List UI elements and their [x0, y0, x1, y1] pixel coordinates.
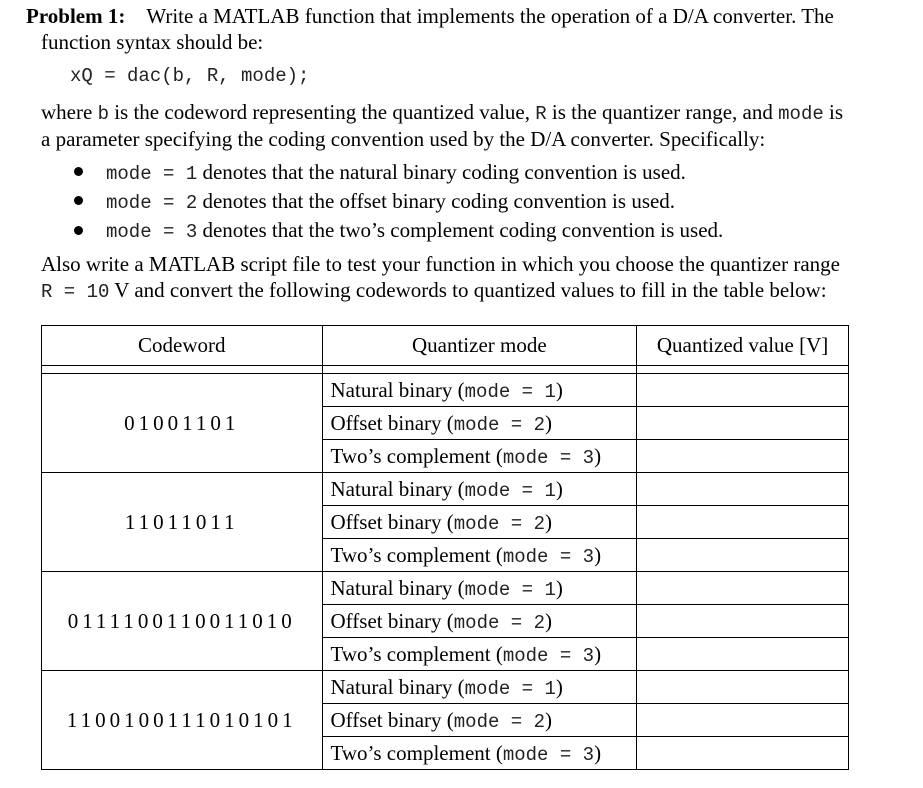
where-mode: mode: [778, 103, 824, 125]
mode-close: ): [555, 377, 563, 402]
mode-label: Natural binary (: [330, 575, 465, 600]
quantized-value-cell[interactable]: [637, 506, 849, 539]
mode-code: mode = 3: [502, 743, 595, 766]
table-row: [42, 473, 849, 506]
mode-close: ): [544, 410, 552, 435]
header-quantizer-mode: Quantizer mode: [322, 326, 637, 366]
mode-label: Two’s complement (: [330, 740, 503, 765]
mode-label: Offset binary (: [330, 707, 454, 732]
bullet-text: denotes that the natural binary coding convention is used.: [197, 160, 686, 184]
table-row: [42, 671, 849, 704]
quantized-value-cell[interactable]: [637, 737, 849, 770]
mode-code: mode = 2: [453, 512, 545, 535]
where-r: R: [535, 103, 547, 125]
bullet-dot: [74, 196, 83, 205]
bullet-code: mode = 3: [106, 221, 198, 243]
quantized-value-cell[interactable]: [637, 473, 849, 506]
mode-code: mode = 2: [453, 611, 545, 634]
mode-cell: [322, 638, 637, 671]
mode-close: ): [544, 509, 552, 534]
mode-close: ): [594, 443, 602, 468]
where-line2: a parameter specifying the coding convention used by the D/A converter. Specifically:: [41, 127, 766, 151]
mode-cell: [322, 605, 637, 638]
quantized-value-cell[interactable]: [637, 605, 849, 638]
mode-code: mode = 1: [464, 479, 556, 502]
bullet-code: mode = 1: [106, 163, 198, 185]
bullet-item-3: [106, 218, 723, 244]
where-b: b: [97, 103, 109, 125]
quantized-value-cell[interactable]: [637, 704, 849, 737]
mode-cell: [322, 539, 637, 572]
mode-cell: [322, 737, 637, 770]
quantized-value-cell[interactable]: [637, 440, 849, 473]
where-mid2: is the quantizer range, and: [546, 100, 779, 124]
mode-label: Offset binary (: [330, 509, 454, 534]
mode-label: Natural binary (: [330, 476, 465, 501]
mode-close: ): [594, 542, 602, 567]
mode-label: Two’s complement (: [330, 542, 503, 567]
mode-close: ): [544, 707, 552, 732]
mode-code: mode = 1: [464, 380, 556, 403]
where-line1: [41, 100, 843, 126]
where-post: is: [823, 100, 844, 124]
mode-cell: [322, 704, 637, 737]
bullet-text: denotes that the offset binary coding convention is used.: [197, 189, 676, 213]
mode-label: Two’s complement (: [330, 641, 503, 666]
codeword-cell: 01001101: [42, 374, 323, 473]
bullet-dot: [74, 167, 83, 176]
table-header-row: [42, 326, 849, 366]
mode-cell: [322, 506, 637, 539]
table-row: [42, 572, 849, 605]
mode-label: Offset binary (: [330, 410, 454, 435]
mode-close: ): [594, 740, 602, 765]
mode-cell: [322, 572, 637, 605]
mode-code: mode = 1: [464, 677, 556, 700]
bullet-item-1: [106, 160, 686, 186]
mode-label: Offset binary (: [330, 608, 454, 633]
also-line2: [41, 278, 827, 304]
problem-intro-text: Write a MATLAB function that implements the operation of a D/A converter. The: [146, 4, 834, 28]
mode-cell: [322, 407, 637, 440]
quantized-value-cell[interactable]: [637, 671, 849, 704]
quantized-value-cell[interactable]: [637, 374, 849, 407]
codeword-cell: 0111100110011010: [42, 572, 323, 671]
also-line1: Also write a MATLAB script file to test your function in which you choose the quantizer range: [41, 252, 840, 276]
also-text: V and convert the following codewords to quantized values to fill in the table below:: [109, 278, 827, 302]
header-quantized-value: Quantized value [V]: [637, 326, 849, 366]
problem-intro-line2: function syntax should be:: [41, 30, 264, 54]
bullet-code: mode = 2: [106, 192, 198, 214]
mode-close: ): [594, 641, 602, 666]
mode-code: mode = 3: [502, 644, 595, 667]
quantized-value-cell[interactable]: [637, 638, 849, 671]
mode-code: mode = 1: [464, 578, 556, 601]
mode-code: mode = 3: [502, 446, 595, 469]
codeword-cell: 1100100111010101: [42, 671, 323, 770]
bullet-text: denotes that the two’s complement coding convention is used.: [197, 218, 724, 242]
quantized-value-cell[interactable]: [637, 539, 849, 572]
mode-cell: [322, 374, 637, 407]
function-syntax: xQ = dac(b, R, mode);: [70, 65, 310, 87]
problem-intro-line1: [26, 4, 834, 28]
also-code: R = 10: [41, 281, 110, 303]
header-codeword: Codeword: [42, 326, 323, 366]
quantized-value-cell[interactable]: [637, 407, 849, 440]
mode-label: Natural binary (: [330, 674, 465, 699]
where-pre: where: [41, 100, 98, 124]
mode-cell: [322, 473, 637, 506]
mode-close: ): [555, 575, 563, 600]
mode-close: ): [555, 674, 563, 699]
bullet-item-2: [106, 189, 675, 215]
mode-code: mode = 3: [502, 545, 595, 568]
table-spacer-row: [42, 366, 849, 374]
mode-cell: [322, 440, 637, 473]
where-mid1: is the codeword representing the quantized value,: [108, 100, 536, 124]
problem-label: Problem 1:: [26, 4, 126, 28]
mode-close: ): [555, 476, 563, 501]
mode-code: mode = 2: [453, 710, 545, 733]
table-row: [42, 374, 849, 407]
bullet-dot: [74, 226, 83, 235]
mode-cell: [322, 671, 637, 704]
mode-label: Natural binary (: [330, 377, 465, 402]
answer-table: [41, 325, 849, 770]
codeword-cell: 11011011: [42, 473, 323, 572]
mode-label: Two’s complement (: [330, 443, 503, 468]
quantized-value-cell[interactable]: [637, 572, 849, 605]
mode-code: mode = 2: [453, 413, 545, 436]
mode-close: ): [544, 608, 552, 633]
